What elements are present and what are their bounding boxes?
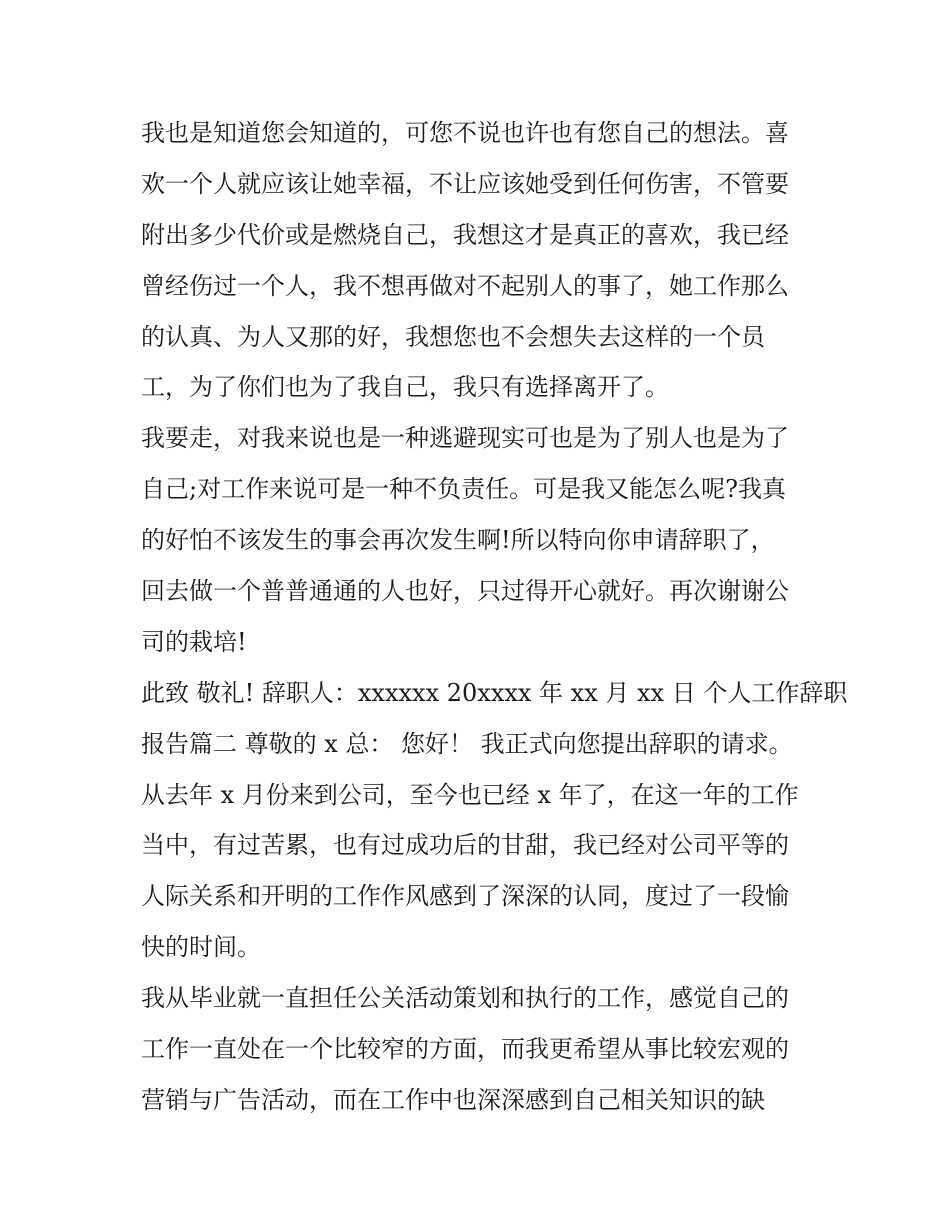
text-line: 当中，有过苦累，也有过成功后的甘甜，我已经对公司平等的 (141, 831, 789, 860)
text-line: 曾经伤过一个人，我不想再做对不起别人的事了，她工作那么 (141, 271, 789, 300)
text-line: 工作一直处在一个比较窄的方面，而我更希望从事比较宏观的 (141, 1035, 789, 1064)
text-line: 我从毕业就一直担任公关活动策划和执行的工作，感觉自己的 (141, 984, 789, 1013)
text-line: 人际关系和开明的工作作风感到了深深的认同，度过了一段愉 (141, 882, 789, 911)
text-line: 报告篇二 尊敬的 x 总： 您好！ 我正式向您提出辞职的请求。 (141, 729, 793, 758)
text-line: 的认真、为人又那的好，我想您也不会想失去这样的一个员 (141, 322, 765, 351)
text-line: 快的时间。 (141, 933, 261, 962)
text-line: 欢一个人就应该让她幸福，不让应该她受到任何伤害，不管要 (141, 169, 789, 198)
text-line: 营销与广告活动，而在工作中也深深感到自己相关知识的缺 (141, 1085, 765, 1114)
text-line: 回去做一个普普通通的人也好，只过得开心就好。再次谢谢公 (141, 577, 789, 606)
text-line: 此致 敬礼! 辞职人：xxxxxx 20xxxx 年 xx 月 xx 日 个人工作辞职 (141, 678, 848, 707)
text-line: 司的栽培! (141, 627, 247, 656)
text-line: 附出多少代价或是燃烧自己，我想这才是真正的喜欢，我已经 (141, 220, 789, 249)
document-body (141, 108, 848, 1126)
text-line: 我也是知道您会知道的，可您不说也许也有您自己的想法。喜 (141, 119, 789, 147)
text-line: 从去年 x 月份来到公司，至今也已经 x 年了，在这一年的工作 (141, 780, 799, 809)
text-line: 自己;对工作来说可是一种不负责任。可是我又能怎么呢?我真 (141, 475, 786, 504)
text-line: 的好怕不该发生的事会再次发生啊!所以特向你申请辞职了， (141, 526, 775, 555)
text-line: 工，为了你们也为了我自己，我只有选择离开了。 (141, 373, 669, 402)
text-line: 我要走，对我来说也是一种逃避现实可也是为了别人也是为了 (141, 424, 789, 453)
